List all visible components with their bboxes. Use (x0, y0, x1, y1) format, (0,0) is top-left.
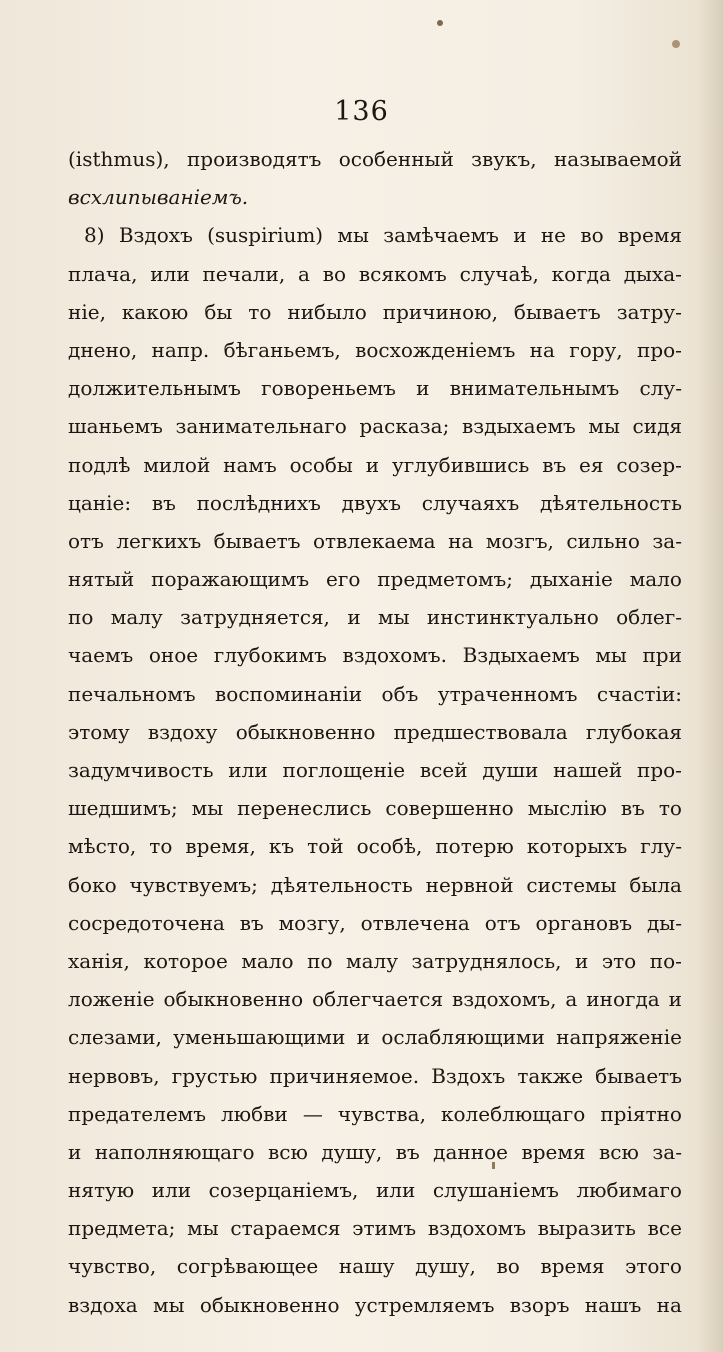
text-line: задумчивость или поглощеніе всей души нашей про- (68, 758, 682, 782)
text-line: мѣсто, то время, къ той особѣ, потерю которыхъ глу- (68, 834, 682, 859)
text-line: и наполняющаго всю душу, въ данное время всю за- (68, 1139, 682, 1164)
text-line: цаніе: въ послѣднихъ двухъ случаяхъ дѣятельность (68, 490, 682, 515)
page-number: 136 (334, 96, 389, 127)
text-line: чаемъ оное глубокимъ вздохомъ. Вздыхаемъ мы при (68, 643, 682, 668)
text-line: нятую или созерцаніемъ, или слушаніемъ любимаго (68, 1178, 682, 1203)
text-line: по малу затрудняется, и мы инстинктуально облег- (68, 605, 682, 630)
page-edge-shadow (697, 0, 723, 1352)
text-line: должительнымъ говореньемъ и внимательнымъ слу- (68, 376, 682, 401)
text-line: ніе, какою бы то нибыло причиною, бываетъ затру- (68, 299, 682, 324)
text-line: сосредоточена въ мозгу, отвлечена отъ органовъ ды- (68, 910, 682, 935)
text-line: ханія, которое мало по малу затруднялось, и это по- (68, 948, 682, 973)
text-line: подлѣ милой намъ особы и углубившись въ ея созер- (68, 452, 682, 477)
text-line: (isthmus), производятъ особенный звукъ, называемой (68, 147, 682, 171)
text-line: 8) Вздохъ (suspirium) мы замѣчаемъ и не во время (84, 223, 682, 248)
text-line: ложеніе обыкновенно облегчается вздохомъ, а иногда и (68, 987, 682, 1012)
text-line: нятый поражающимъ его предметомъ; дыханіе мало (68, 567, 682, 592)
text-line: всхлипываніемъ. (68, 185, 249, 210)
paper-speck (672, 40, 680, 48)
paper-speck (437, 20, 443, 26)
text-line: шедшимъ; мы перенеслись совершенно мыслію въ то (68, 796, 682, 821)
text-line: боко чувствуемъ; дѣятельность нервной системы была (68, 872, 682, 897)
text-line: плача, или печали, а во всякомъ случаѣ, когда дыха- (68, 261, 682, 286)
body-text (68, 140, 682, 1324)
text-line: шаньемъ занимательнаго расказа; вздыхаемъ мы сидя (68, 414, 682, 439)
text-line: предателемъ любви — чувства, колеблющаго пріятно (68, 1101, 682, 1126)
text-line: печальномъ воспоминаніи объ утраченномъ счастіи: (68, 681, 682, 706)
text-line: отъ легкихъ бываетъ отвлекаема на мозгъ, сильно за- (68, 528, 682, 553)
text-line: вздоха мы обыкновенно устремляемъ взоръ нашъ на (68, 1292, 682, 1317)
text-line: днено, напр. бѣганьемъ, восхожденіемъ на гору, про- (68, 337, 682, 362)
text-line: чувство, согрѣвающее нашу душу, во время этого (68, 1254, 682, 1279)
text-line: нервовъ, грустью причиняемое. Вздохъ также бываетъ (68, 1063, 682, 1088)
text-line: этому вздоху обыкновенно предшествовала глубокая (68, 719, 682, 744)
text-line: слезами, уменьшающими и ослабляющими напряженіе (68, 1025, 682, 1050)
text-line: предмета; мы стараемся этимъ вздохомъ выразить все (68, 1216, 682, 1241)
